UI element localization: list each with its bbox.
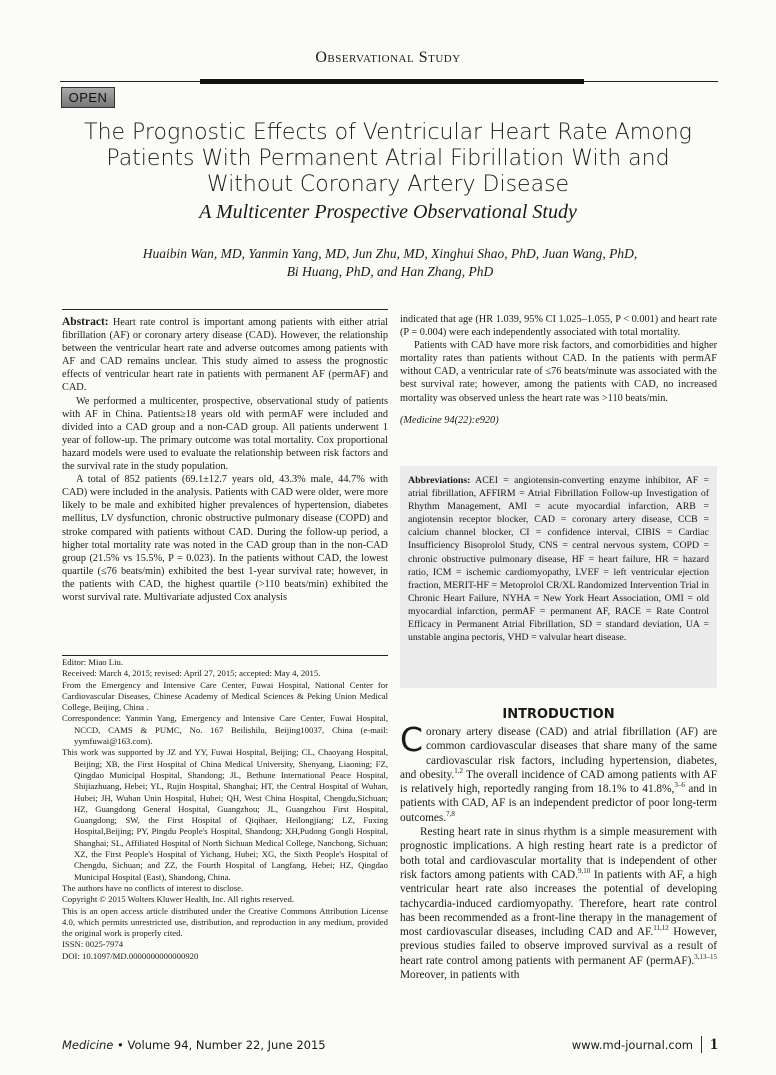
footnote: This work was supported by JZ and YY, Fuwai Hospital, Beijing; CL, Chaoyang Hospital, Beijing; XB, the First Hospital of China Medical University, Shenyang, Liaoning; FZ, Qingdao Municipal Hospital, Shandong; JL, Bethune International Peace Hospital, Shijiazhuang, Hebei; YL, Rujin Hospital, Shanghai; HT, the Central Hospital of Wuhan, Hubei; JH, Wuhan Unin Hospital, Hubei; QH, West China Hospital, Chengdu,Sichuan; HZ, Guangdong General Hospital, Guangzhou; JL, Guangzhou First Hospital, Guangdong; SW, the First Hospital of Qiqihaer, Heilongjiang; LZ, Fuxing Hospital,Beijing; PY, Pingdu People's Hospital, Shandong; XH,Pudong Gongli Hospital, Shanghai; SL, Affiliated Hospital of North Sichuan Medical College, Nanchong, Sichuan; XZ, the First People's Hospital of Yichang, Hubei; XG, the Sixth People's Hospital of Chengdu, Sichuan; and ZZ, the Fourth Hospital of Langfang, Hebei; HZ, Qingdao Municipal Hospital (East), Shandong, China. xyxy=(62,747,388,882)
authors-line: Huaibin Wan, MD, Yanmin Yang, MD, Jun Zhu, MD, Xinghui Shao, PhD, Juan Wang, PhD, xyxy=(142,246,638,261)
abstract-label: Abstract: xyxy=(62,316,109,328)
intro-paragraph xyxy=(400,825,717,982)
title-line: Without Coronary Artery Disease xyxy=(206,172,570,197)
separator: • xyxy=(117,1038,124,1052)
abstract-paragraph: indicated that age (HR 1.039, 95% CI 1.025–1.055, P < 0.001) and heart rate (P = 0.004) were each independently associated with total mortality. xyxy=(400,314,717,339)
journal-name: Medicine xyxy=(62,1038,114,1052)
introduction-heading: INTRODUCTION xyxy=(502,707,615,722)
text: Moreover, in patients with xyxy=(400,969,520,982)
reference[interactable]: 3–6 xyxy=(674,781,685,790)
footnote: ISSN: 0025-7974 xyxy=(62,939,124,950)
authors-line: Bi Huang, PhD, and Han Zhang, PhD xyxy=(286,264,494,279)
abstract-right xyxy=(400,313,717,427)
section-label: Observational Study xyxy=(315,49,461,66)
reference[interactable]: 9,10 xyxy=(578,867,591,876)
drop-cap: C xyxy=(400,720,424,759)
reference[interactable]: 1,2 xyxy=(454,767,464,776)
title-line: The Prognostic Effects of Ventricular Heart Rate Among xyxy=(84,120,692,145)
article-title xyxy=(40,120,736,198)
text: In patients with AF, a high ventricular heart rate also increases the potential of developing tachycardia-induced cardiomyopathy. Therefore, heart rate control has been recommended as a front-line therapy in the management of most cardiovascular diseases, including CAD and AF. xyxy=(400,868,717,939)
footnotes xyxy=(62,657,388,962)
introduction-body xyxy=(400,720,718,982)
journal-url[interactable]: www.md-journal.com xyxy=(571,1038,693,1052)
footnote: From the Emergency and Intensive Care Center, Fuwai Hospital, National Center for Cardiovascular Diseases, Chinese Academy of Medical Sciences & Peking Union Medical College, Beijing, China . xyxy=(62,679,388,713)
open-access-badge: OPEN xyxy=(61,87,115,108)
abstract-paragraph: Patients with CAD have more risk factors, and comorbidities and higher mortality rates than patients without CAD. In the patients with permAF without CAD, a ventricular rate of ≤76 beats/minute was associated with the best survival rate; however, among the patients with CAD, no increased mortality was observed unless the heart rate was >110 beats/min. xyxy=(400,340,717,404)
abstract-paragraph: A total of 852 patients (69.1±12.7 years old, 43.3% male, 44.7% with CAD) were included in the analysis. Patients with CAD were older, were more likely to be male and exhibited higher prevalences of hypertension, diabetes mellitus, LV dysfunction, chronic obstructive pulmonary disease (COPD) and stroke compared with patients without CAD. During the follow-up period, a higher total mortality rate was noted in the CAD group than in the non-CAD group (21.5% vs 15.5%, P = 0.023). In the patients without CAD, the lowest quartile (≤76 beats/min) exhibited the best 1-year survival rate; however, in the patients with CAD, the highest quartile (>110 beats/min) exhibited the worst survival rate. Multivariate adjusted Cox analysis xyxy=(62,474,388,603)
footnote: Correspondence: Yanmin Yang, Emergency and Intensive Care Center, Fuwai Hospital, NCCD, CAMS & PUMC, No. 167 Beilishilu, Beijing10037, China (e-mail: yymfuwai@163.com). xyxy=(62,713,388,747)
text: The overall incidence of CAD among patients with AF is relatively high, reportedly ranging from 18.1% to 41.8%, xyxy=(400,768,718,796)
abstract-paragraph: We performed a multicenter, prospective, observational study of patients with AF in China. Patients≥18 years old with permAF were included and divided into a CAD group and a non-CAD group. All patients underwent 1 year of follow-up. The primary outcome was total mortality. Cox proportional hazard models were used to evaluate the relationship between risk factors and the survival rate in the study population. xyxy=(62,395,388,473)
footer-journal xyxy=(62,1038,326,1052)
reference[interactable]: 7,8 xyxy=(446,810,455,819)
footnote: Copyright © 2015 Wolters Kluwer Health, Inc. All rights reserved. xyxy=(62,894,295,905)
footnote-rule xyxy=(62,655,388,656)
issue-info: Volume 94, Number 22, June 2015 xyxy=(127,1038,326,1052)
footnote: Received: March 4, 2015; revised: April 27, 2015; accepted: May 4, 2015. xyxy=(62,668,321,679)
citation: (Medicine 94(22):e920) xyxy=(400,414,499,426)
abstract-left xyxy=(62,316,388,604)
article-subtitle: A Multicenter Prospective Observational Study xyxy=(199,201,577,223)
footnote: DOI: 10.1097/MD.0000000000000920 xyxy=(62,950,199,961)
text: However, previous studies failed to observe improved survival as a result of heart rate control among patients with permanent AF (permAF). xyxy=(400,926,717,967)
intro-paragraph xyxy=(400,720,718,825)
header-rule-thick xyxy=(200,79,584,84)
text: and in patients with CAD, AF is an independent predictor of poor long-term outcomes. xyxy=(400,783,717,824)
abbreviations-box xyxy=(400,466,717,688)
footnote: The authors have no conflicts of interest to disclose. xyxy=(62,882,244,893)
abbreviations-text: ACEI = angiotensin-converting enzyme inhibitor, AF = atrial fibrillation, AFFIRM = Atrial Fibrillation Follow-up Investigation of Rhythm Management, AMI = acute myocardial infarction, ARB = angiotensin receptor blocker, CAD = coronary artery disease, CCB = calcium channel blocker, CI = confidence interval, CIBIS = Cardiac Insufficiency Bisoprolol Study, CNS = central nervous system, COPD = chronic obstructive pulmonary disease, HF = heart failure, HR = hazard ratio, ICM = ischemic cardiomyopathy, LVEF = left ventricular ejection fraction, MERIT-HF = Metoprolol CR/XL Randomized Intervention Trial in Chronic Heart Failure, NYHA = New York Heart Association, OMI = old myocardial infarction, permAF = permanent AF, RACE = Rate Control Efficacy in Permanent Atrial Fibrillation, SD = standard deviation, UA = unstable angina pectoris, VHD = valvular heart disease. xyxy=(408,475,709,644)
title-line: Patients With Permanent Atrial Fibrillation With and xyxy=(106,146,670,171)
footer-right xyxy=(572,1036,718,1054)
page-number: 1 xyxy=(701,1036,718,1053)
reference[interactable]: 3,13–15 xyxy=(694,952,717,961)
abstract-rule xyxy=(62,309,388,310)
abstract-paragraph xyxy=(62,316,388,395)
footnote: This is an open access article distributed under the Creative Commons Attribution License 4.0, which permits unrestricted use, distribution, and reproduction in any medium, provided the original work is properly cited. xyxy=(62,905,388,939)
author-list xyxy=(60,245,720,281)
text: Resting heart rate in sinus rhythm is a simple measurement with prognostic implications. A high resting heart rate is a predictor of both total and cardiovascular mortality that is independent of other risk factors among patients with CAD. xyxy=(400,826,717,881)
text: oronary artery disease (CAD) and atrial fibrillation (AF) are common cardiovascular diseases that share many of the same cardiovascular risk factors, including hypertension, diabetes, and obesity. xyxy=(400,726,717,781)
reference[interactable]: 11,12 xyxy=(653,924,669,933)
abbreviations-label: Abbreviations: xyxy=(408,475,471,486)
abstract-text: Heart rate control is important among patients with either atrial fibrillation (AF) or coronary artery disease (CAD). However, the relationship between the ventricular heart rate and adverse outcomes among patients with AF and CAD remains unclear. This study aimed to assess the prognostic effects of ventricular heart rate in patients with permanent AF (permAF) and CAD. xyxy=(62,317,388,394)
footnote: Editor: Miao Liu. xyxy=(62,657,124,667)
